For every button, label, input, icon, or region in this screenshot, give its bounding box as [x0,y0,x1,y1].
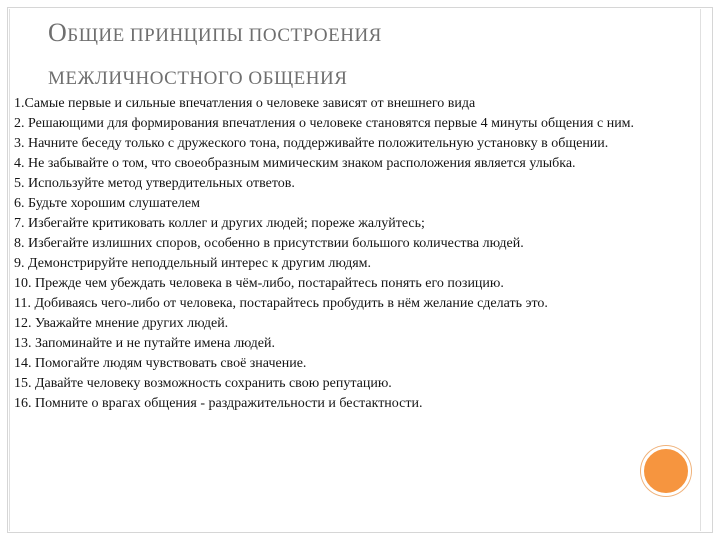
list-item: 4. Не забывайте о том, что своеобразным мимическим знаком расположения является улыбка. [14,156,576,171]
principles-list [14,97,674,417]
list-item: 9. Демонстрируйте неподдельный интерес к другим людям. [14,256,372,271]
title-line-2: МЕЖЛИЧНОСТНОГО ОБЩЕНИЯ [48,68,348,89]
list-item: 12. Уважайте мнение других людей. [14,316,229,331]
list-item: 11. Добиваясь чего-либо от человека, постарайтесь пробудить в нём желание сделать это. [14,296,548,311]
list-item: 14. Помогайте людям чувствовать своё значение. [14,356,307,371]
list-item: 5. Используйте метод утвердительных ответов. [14,176,295,191]
list-item: 15. Давайте человеку возможность сохранить свою репутацию. [14,376,392,391]
left-border-line [9,9,10,531]
list-item: 1.Самые первые и сильные впечатления о человеке зависят от внешнего вида [14,96,476,111]
list-item: 3. Начните беседу только с дружеского тона, поддерживайте положительную установку в общении. [14,136,609,151]
list-item: 8. Избегайте излишних споров, особенно в присутствии большого количества людей. [14,236,524,251]
list-item: 16. Помните о врагах общения - раздражительности и бестактности. [14,396,423,411]
list-item: 6. Будьте хорошим слушателем [14,196,200,211]
list-item: 2. Решающими для формирования впечатления о человеке становятся первые 4 минуты общения с ним. [14,116,635,131]
title-line-1: ОБЩИЕ ПРИНЦИПЫ ПОСТРОЕНИЯ [48,18,382,47]
list-item: 13. Запоминайте и не путайте имена людей. [14,336,276,351]
slide-title [48,14,668,93]
list-item: 10. Прежде чем убеждать человека в чём-либо, постарайтесь понять его позицию. [14,276,504,291]
right-border-line [700,9,701,531]
list-item: 7. Избегайте критиковать коллег и других людей; пореже жалуйтесь; [14,216,425,231]
decorative-orange-circle [641,446,691,496]
